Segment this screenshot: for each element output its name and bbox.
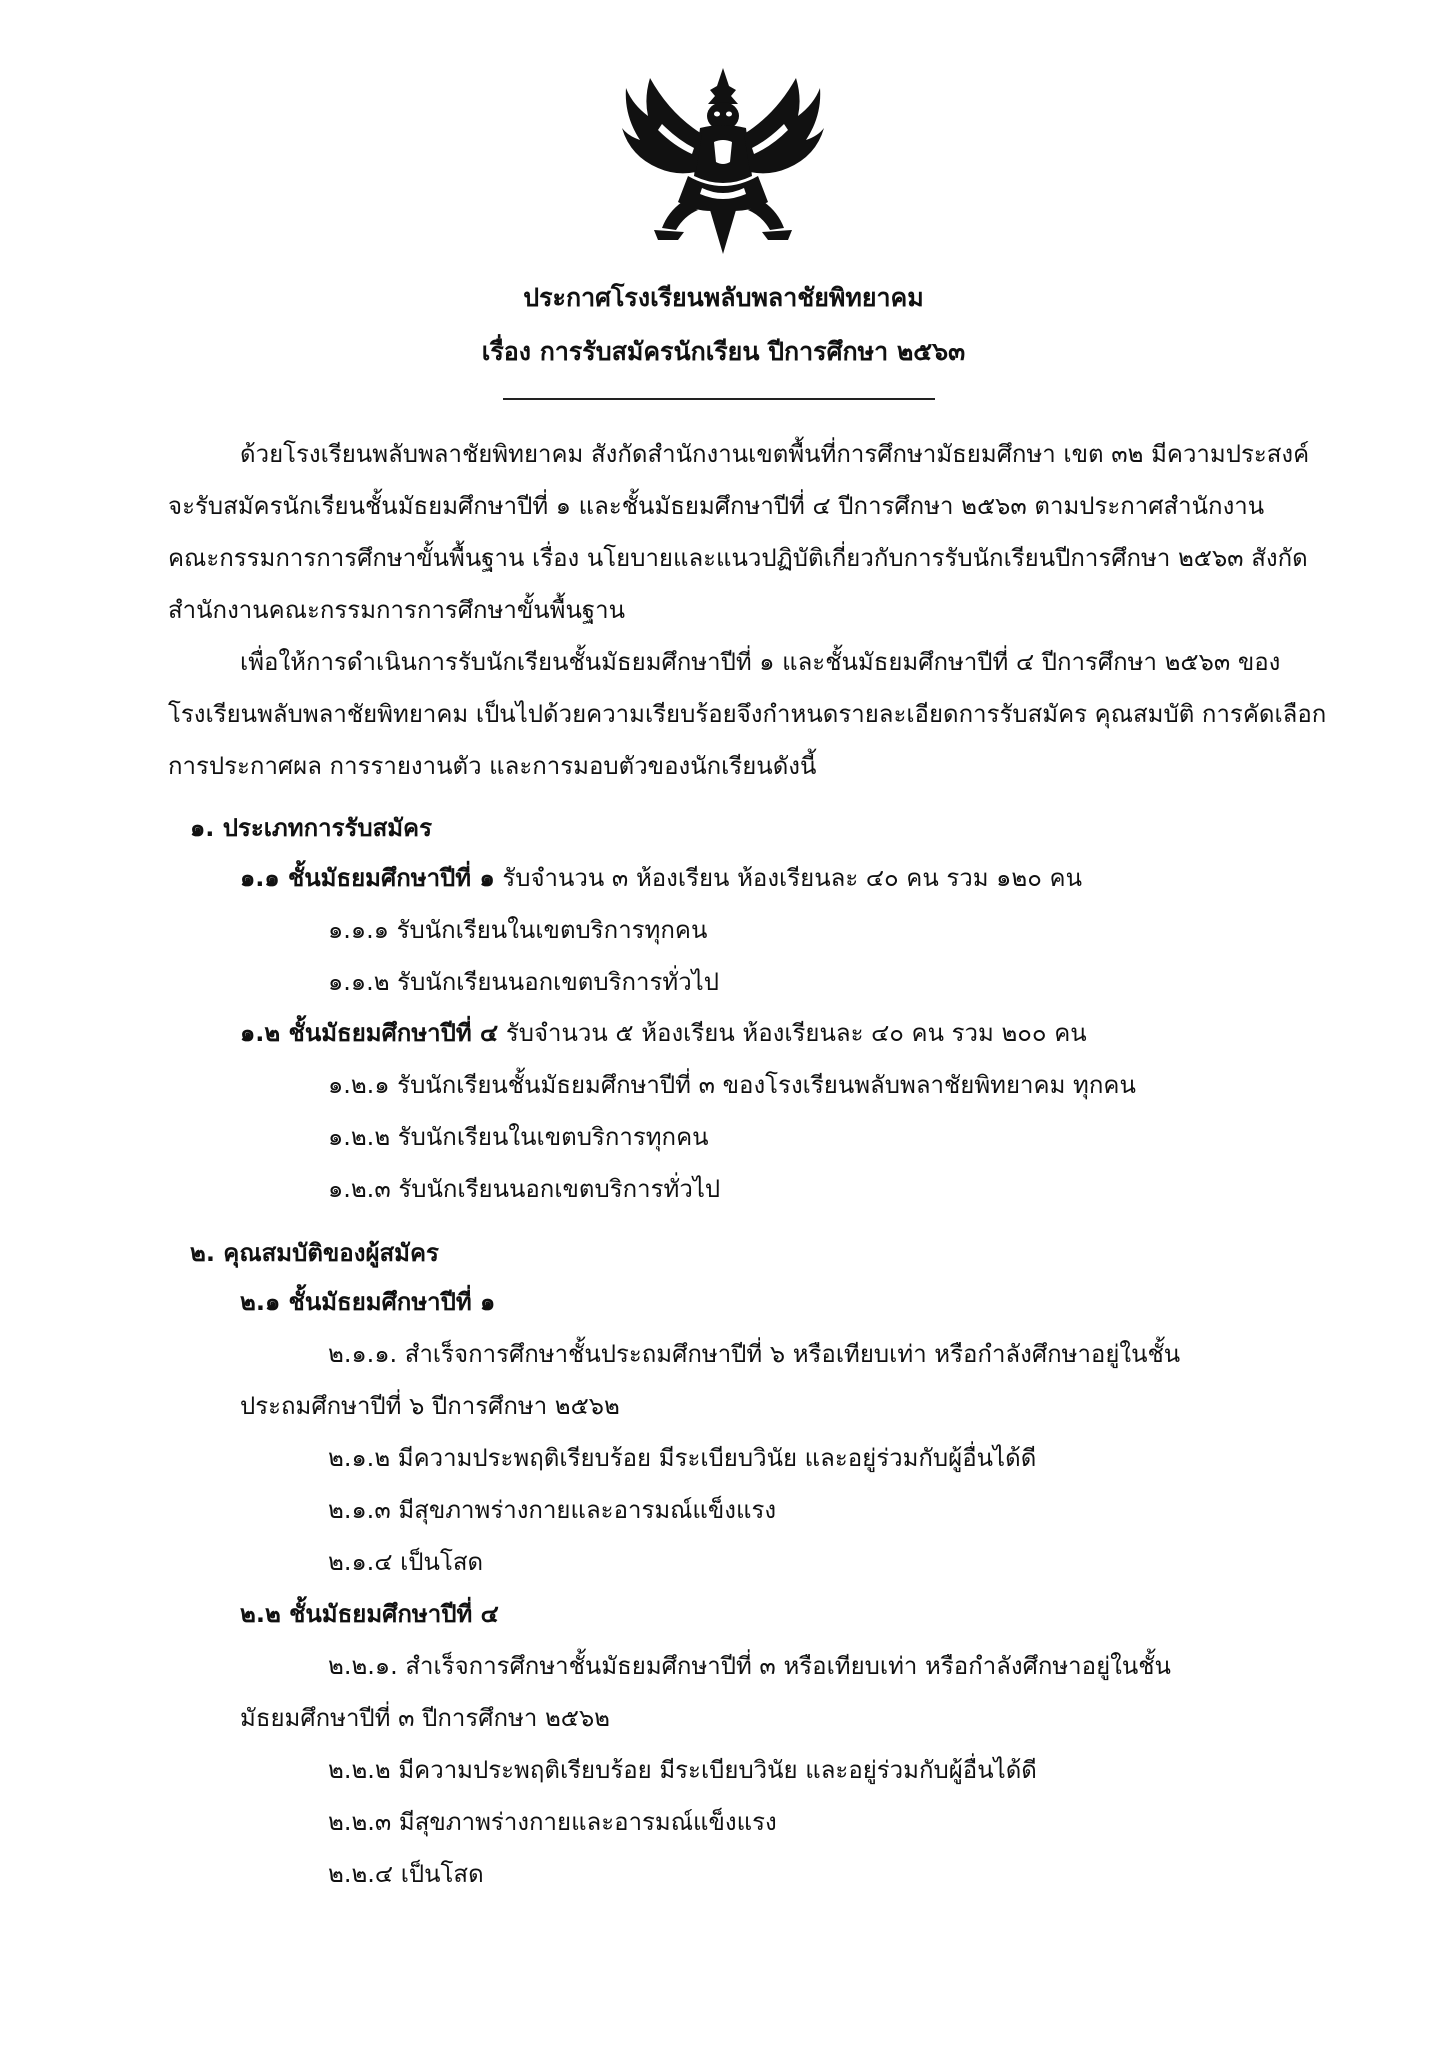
section-2-2-label: ๒.๒ ชั้นมัธยมศึกษาปีที่ ๔ (240, 1600, 499, 1628)
item-2-1-2: ๒.๑.๒ มีความประพฤติเรียบร้อย มีระเบียบวินัย และอยู่ร่วมกับผู้อื่นได้ดี (328, 1444, 1037, 1472)
section-1-1-line (240, 861, 1082, 895)
title-separator (503, 398, 935, 400)
announcement-subject: เรื่อง การรับสมัครนักเรียน ปีการศึกษา ๒๕๖๓ (481, 337, 966, 366)
item-1-2-2: ๑.๒.๒ รับนักเรียนในเขตบริการทุกคน (328, 1123, 709, 1151)
intro-paragraph-1-line-3: คณะกรรมการการศึกษาขั้นพื้นฐาน เรื่อง นโยบายและแนวปฏิบัติเกี่ยวกับการรับนักเรียนปีการศึกษา ๒๕๖๓ สังกัด (168, 544, 1308, 572)
intro-paragraph-1-line-1: ด้วยโรงเรียนพลับพลาชัยพิทยาคม สังกัดสำนักงานเขตพื้นที่การศึกษามัธยมศึกษา เขต ๓๒ มีความประสงค์ (240, 440, 1310, 468)
item-2-1-1-line-1: ๒.๑.๑. สำเร็จการศึกษาชั้นประถมศึกษาปีที่ ๖ หรือเทียบเท่า หรือกำลังศึกษาอยู่ในชั้น (328, 1340, 1181, 1368)
item-1-2-1: ๑.๒.๑ รับนักเรียนชั้นมัธยมศึกษาปีที่ ๓ ของโรงเรียนพลับพลาชัยพิทยาคม ทุกคน (328, 1071, 1136, 1099)
section-1-1-text: รับจำนวน ๓ ห้องเรียน ห้องเรียนละ ๔๐ คน รวม ๑๒๐ คน (494, 864, 1082, 892)
section-1-2-line (240, 1016, 1087, 1050)
section-1-heading: ๑. ประเภทการรับสมัคร (190, 814, 433, 842)
item-2-2-4: ๒.๒.๔ เป็นโสด (328, 1860, 484, 1888)
intro-paragraph-2-line-1: เพื่อให้การดำเนินการรับนักเรียนชั้นมัธยมศึกษาปีที่ ๑ และชั้นมัธยมศึกษาปีที่ ๔ ปีการศึกษา ๒๕๖๓ ของ (240, 648, 1281, 676)
intro-paragraph-2-line-2: โรงเรียนพลับพลาชัยพิทยาคม เป็นไปด้วยความเรียบร้อยจึงกำหนดรายละเอียดการรับสมัคร คุณสมบัติ การคัดเลือก (168, 700, 1327, 728)
garuda-emblem-icon (618, 64, 828, 258)
intro-paragraph-1-line-2: จะรับสมัครนักเรียนชั้นมัธยมศึกษาปีที่ ๑ และชั้นมัธยมศึกษาปีที่ ๔ ปีการศึกษา ๒๕๖๓ ตามประกาศสำนักงาน (168, 492, 1265, 520)
section-1-2-label: ๑.๒ ชั้นมัธยมศึกษาปีที่ ๔ (240, 1019, 499, 1047)
intro-paragraph-2-line-3: การประกาศผล การรายงานตัว และการมอบตัวของนักเรียนดังนี้ (168, 752, 817, 780)
item-1-1-1: ๑.๑.๑ รับนักเรียนในเขตบริการทุกคน (328, 916, 708, 944)
section-1-1-label: ๑.๑ ชั้นมัธยมศึกษาปีที่ ๑ (240, 864, 495, 892)
item-2-2-1-line-2: มัธยมศึกษาปีที่ ๓ ปีการศึกษา ๒๕๖๒ (240, 1704, 610, 1732)
item-2-2-2: ๒.๒.๒ มีความประพฤติเรียบร้อย มีระเบียบวินัย และอยู่ร่วมกับผู้อื่นได้ดี (328, 1756, 1037, 1784)
item-1-2-3: ๑.๒.๓ รับนักเรียนนอกเขตบริการทั่วไป (328, 1175, 721, 1203)
item-2-2-3: ๒.๒.๓ มีสุขภาพร่างกายและอารมณ์แข็งแรง (328, 1808, 777, 1836)
item-2-1-1-line-2: ประถมศึกษาปีที่ ๖ ปีการศึกษา ๒๕๖๒ (240, 1392, 620, 1420)
item-2-2-1-line-1: ๒.๒.๑. สำเร็จการศึกษาชั้นมัธยมศึกษาปีที่ ๓ หรือเทียบเท่า หรือกำลังศึกษาอยู่ในชั้น (328, 1652, 1171, 1680)
item-2-1-4: ๒.๑.๔ เป็นโสด (328, 1548, 484, 1576)
item-1-1-2: ๑.๑.๒ รับนักเรียนนอกเขตบริการทั่วไป (328, 968, 719, 996)
section-1-2-text: รับจำนวน ๕ ห้องเรียน ห้องเรียนละ ๔๐ คน รวม ๒๐๐ คน (498, 1019, 1087, 1047)
section-2-heading: ๒. คุณสมบัติของผู้สมัคร (190, 1239, 439, 1267)
item-2-1-3: ๒.๑.๓ มีสุขภาพร่างกายและอารมณ์แข็งแรง (328, 1496, 777, 1524)
section-2-1-label: ๒.๑ ชั้นมัธยมศึกษาปีที่ ๑ (240, 1288, 496, 1316)
intro-paragraph-1-line-4: สำนักงานคณะกรรมการการศึกษาขั้นพื้นฐาน (168, 596, 626, 624)
announcement-title: ประกาศโรงเรียนพลับพลาชัยพิทยาคม (523, 283, 924, 312)
